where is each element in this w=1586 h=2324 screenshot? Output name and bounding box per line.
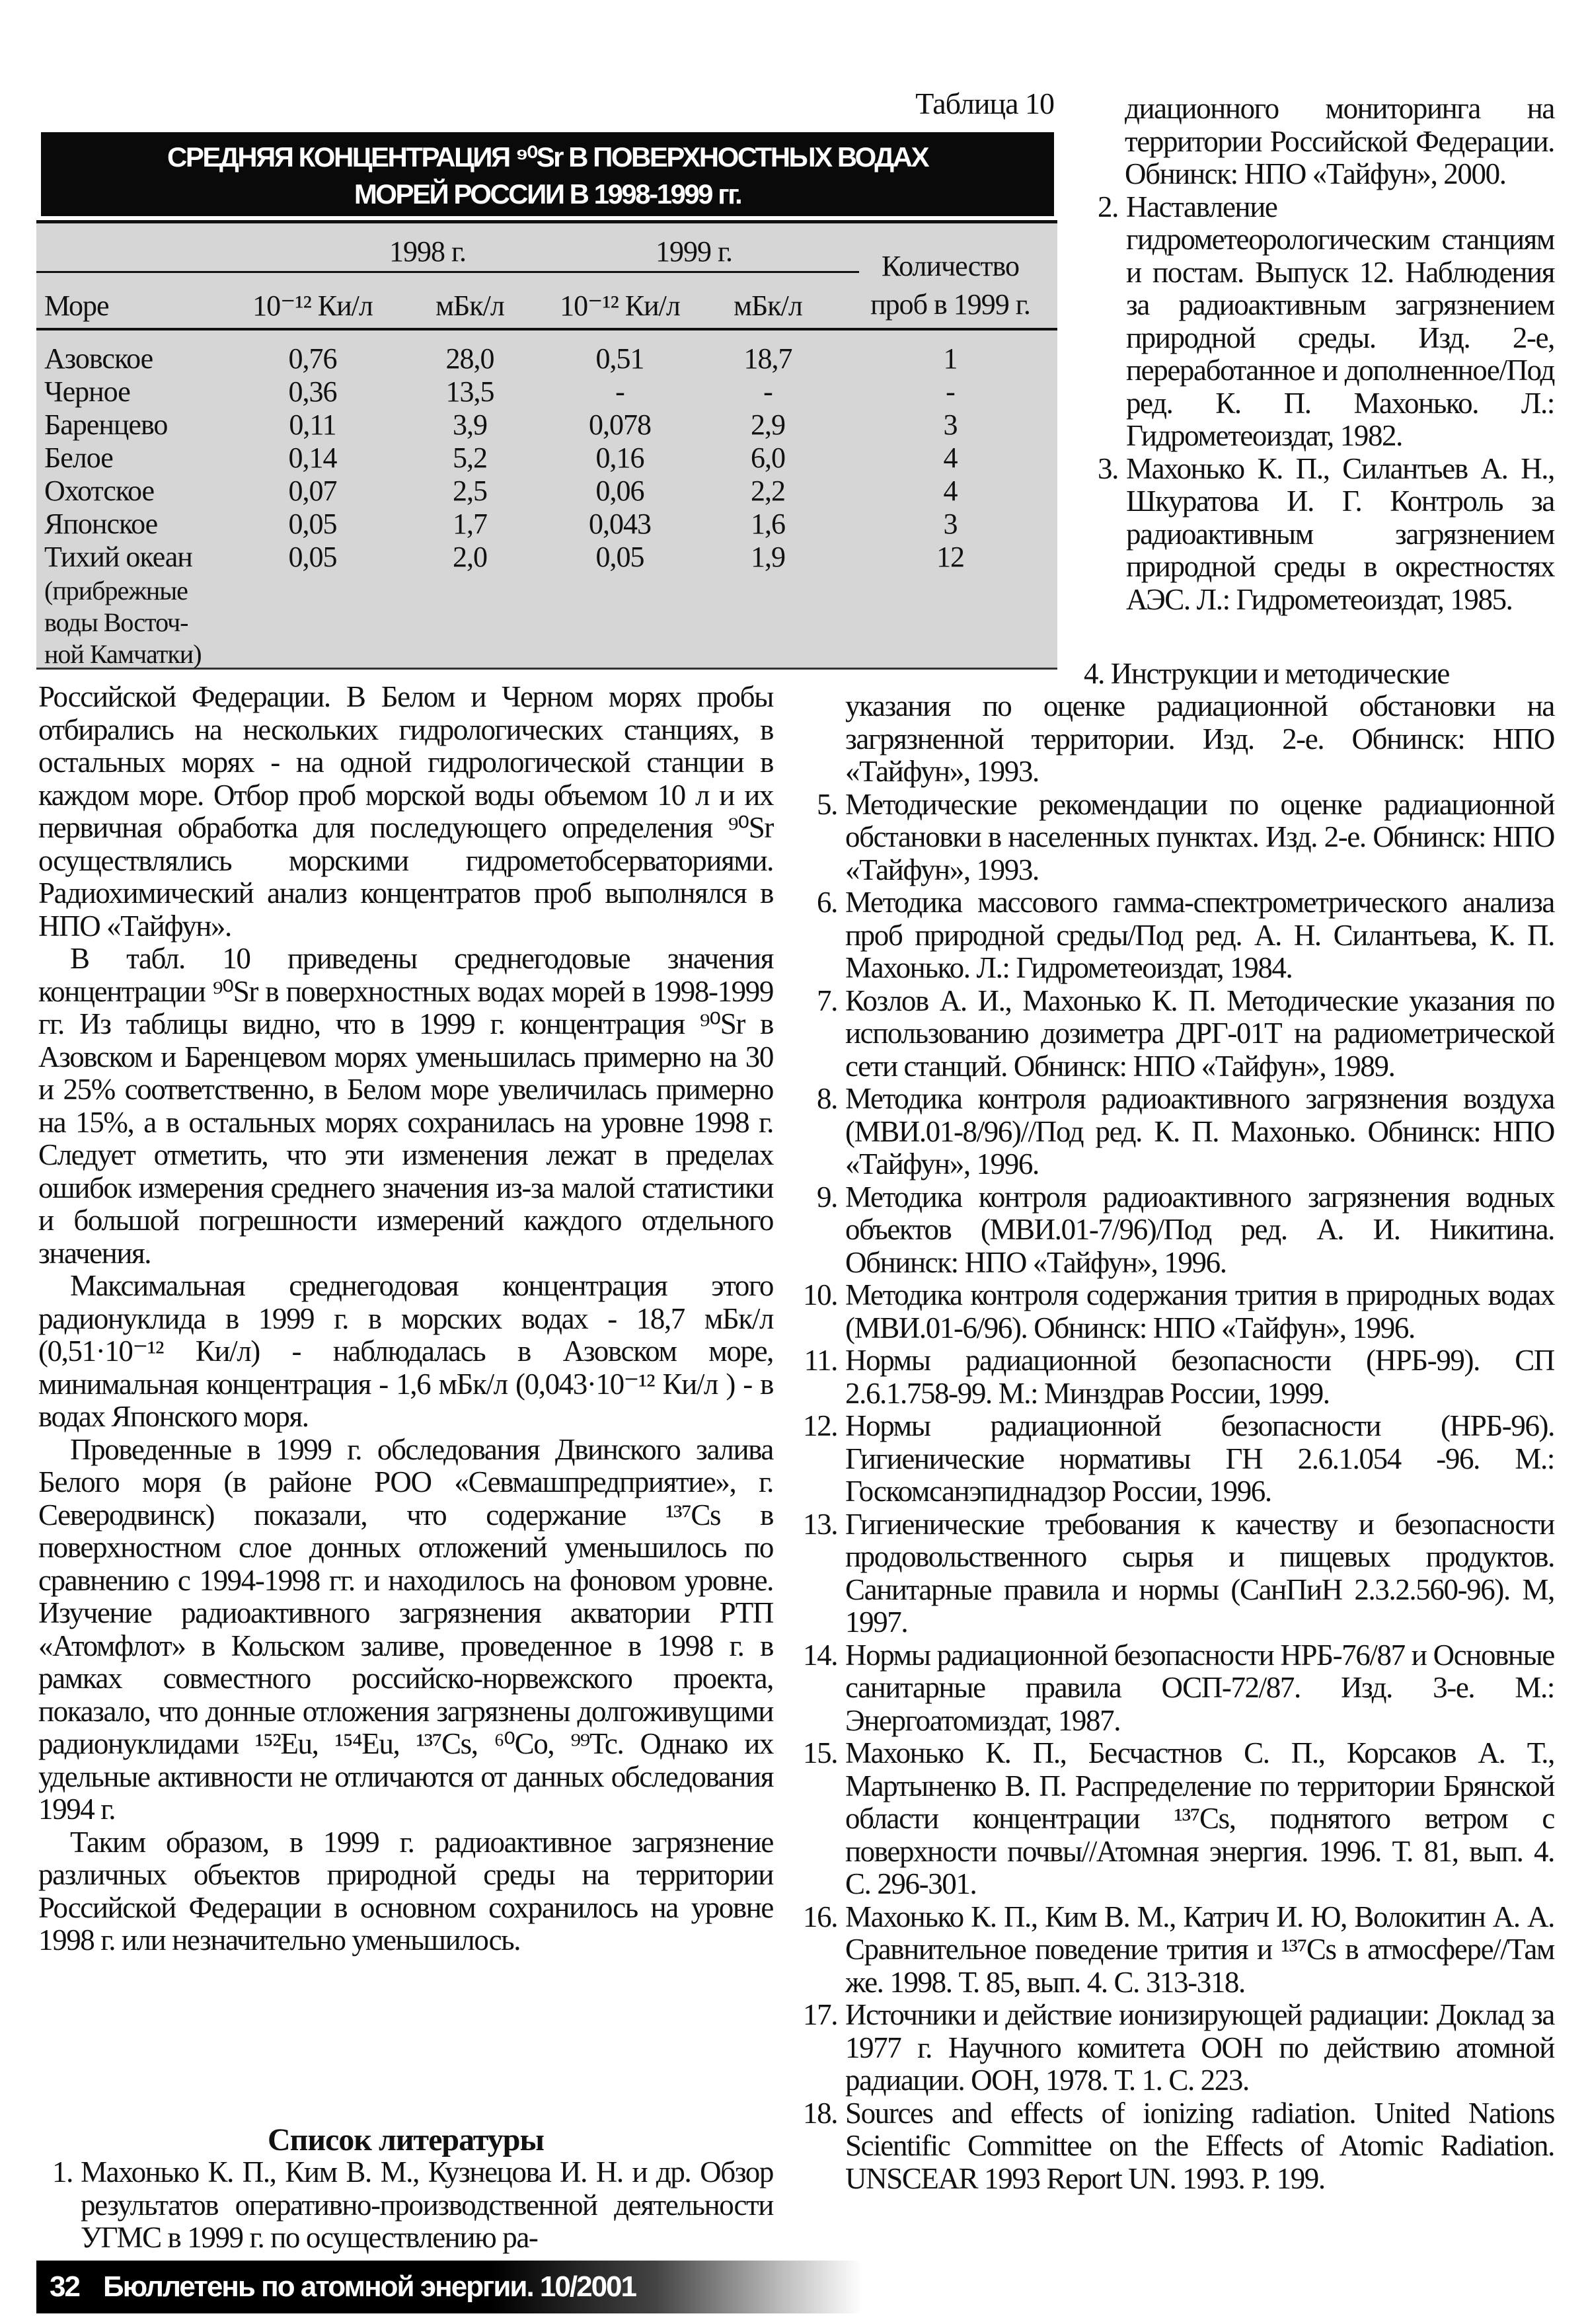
reference-number: 7.: [817, 984, 837, 1017]
table-title-line-2: МОРЕЙ РОССИИ В 1998-1999 гг.: [354, 178, 741, 210]
reference-number: 18.: [803, 2096, 838, 2130]
reference-number: 15.: [803, 1736, 838, 1769]
reference-item: [803, 1279, 1554, 1344]
table-cell-ci99: 0,06: [595, 475, 644, 507]
reference-number: 10.: [803, 1278, 838, 1311]
reference-item: [803, 1083, 1554, 1181]
reference-text: Махонько К. П., Силантьев А. Н., Шкуратова И. Г. Контроль за радиоактивным загрязнением природной среды в окрестностях АЭС. Л.: Гидрометеоиздат, 1985.: [1126, 451, 1554, 616]
reference-item: [803, 985, 1554, 1083]
body-text: [38, 681, 773, 1957]
header-bottom-rule: [36, 328, 1057, 330]
reference-4-first-line: 4. Инструкции и методические: [1084, 657, 1449, 690]
table-cell-ci99: 0,05: [595, 541, 644, 573]
reference-text: Козлов А. И., Махонько К. П. Методические указания по использованию дозиметра ДРГ-01Т на радиометрической сети станций. Обнинск: НПО «Тайфун», 1989.: [845, 984, 1554, 1083]
reference-number: 14.: [803, 1638, 838, 1672]
reference-number: 1.: [52, 2155, 73, 2188]
page-footer: [36, 2261, 862, 2313]
body-paragraph: В табл. 10 приведены среднегодовые значения концентрации ⁹⁰Sr в поверхностных водах морей в 1998-1999 гг. Из таблицы видно, что в 1999 г. концентрация ⁹⁰Sr в Азовском и Баренцевом морях уменьшилась примерно на 30 и 25% соответственно, в Белом море увеличилась примерно на 15%, а в остальных морях сохранилась на уровне 1998 г. Следует отметить, что эти изменения лежат в пределах ошибок измерения среднего значения из-за малой статистики и большой погрешности измерений каждого отдельного значения.: [38, 942, 773, 1270]
body-paragraph: Максимальная среднегодовая концентрация этого радионуклида в 1999 г. в морских водах - 18,7 мБк/л (0,51·10⁻¹² Ки/л) - наблюдалась в Азовском море, минимальная концентрация - 1,6 мБк/л (0,043·10⁻¹² Ки/л ) - в водах Японского моря.: [38, 1269, 773, 1433]
table-cell-n: -: [946, 375, 955, 408]
table-cell-n: 3: [943, 408, 958, 441]
table-cell-n: 4: [943, 442, 958, 474]
body-paragraph: Таким образом, в 1999 г. радиоактивное загрязнение различных объектов природной среды на территории Российской Федерации в основном сохранилось на уровне 1998 г. или незначительно уменьшилось.: [38, 1825, 773, 1956]
header-year-1999: 1999 г.: [655, 235, 733, 268]
table-cell-ci98: 0,07: [288, 475, 337, 507]
reference-text: Махонько К. П., Ким В. М., Кузнецова И. Н. и др. Обзор результатов оперативно-производственной деятельности УГМС в 1999 г. по осуществлению ра-: [81, 2155, 773, 2254]
reference-text: Sources and effects of ionizing radiation. United Nations Scientific Committee on the Effects of Atomic Radiation. UNSCEAR 1993 Report UN. 1993. P. 199.: [845, 2096, 1554, 2195]
pacific-note-line: (прибрежные: [44, 576, 188, 605]
reference-text: Махонько К. П., Ким В. М., Катрич И. Ю, Волокитин А. А. Сравнительное поведение трития и ¹³⁷Cs в атмосфере//Там же. 1998. Т. 85, вып. 4. С. 313-318.: [845, 1900, 1554, 1999]
reference-text: Источники и действие ионизирующей радиации: Доклад за 1977 г. Научного комитета ООН по действию атомной радиации. ООН, 1978. Т. 1. С. 223.: [845, 1998, 1554, 2097]
table-cell-mbq99: 1,9: [751, 541, 785, 573]
table-cell-ci98: 0,76: [288, 342, 337, 375]
table-cell-mbq98: 2,0: [453, 541, 487, 573]
reference-number: 16.: [803, 1900, 838, 1933]
reference-number: 6.: [817, 886, 837, 919]
reference-text: Нормы радиационной безопасности (НРБ-96). Гигиенические нормативы ГН 2.6.1.054 -96. М.: Госкомсанэпиднадзор России, 1996.: [845, 1409, 1554, 1508]
reference-number: 17.: [803, 1998, 838, 2031]
table-cell-ci98: 0,05: [288, 508, 337, 540]
reference-text: Методика массового гамма-спектрометрического анализа проб природной среды/Под ред. А. Н. Силантьева, К. П. Махонько. Л.: Гидрометеоиздат, 1984.: [845, 886, 1554, 984]
table-cell-mbq98: 5,2: [453, 442, 487, 474]
journal-title: Бюллетень по атомной энергии. 10/2001: [102, 2270, 636, 2303]
reference-item: [803, 1344, 1554, 1410]
table-cell-sea: Черное: [44, 375, 130, 408]
table-cell-ci99: 0,078: [589, 408, 651, 441]
header-sea: Море: [44, 290, 109, 322]
table-cell-ci99: 0,51: [595, 342, 644, 375]
reference-item: [803, 2097, 1554, 2196]
table-cell-sea: Японское: [44, 508, 158, 540]
table-cell-ci98: 0,11: [289, 408, 336, 441]
reference-item: [803, 1999, 1554, 2097]
reference-item: [803, 1639, 1554, 1738]
table-cell-n: 12: [936, 541, 964, 573]
table-cell-n: 4: [943, 475, 958, 507]
table-cell-mbq99: -: [763, 375, 773, 408]
table-cell-sea: Тихий океан: [44, 541, 192, 573]
reference-text: Наставление гидрометеорологическим станциям и постам. Выпуск 12. Наблюдения за радиоактивным загрязнением природной среды. Изд. 2-е, переработанное и дополненное/Под ред. К. П. Махонько. Л.: Гидрометеоиздат, 1982.: [1126, 190, 1554, 452]
table-cell-sea: Белое: [44, 442, 113, 474]
table-cell-mbq99: 1,6: [751, 508, 785, 540]
table-cell-ci98: 0,05: [288, 541, 337, 573]
reference-text: Махонько К. П., Бесчастнов С. П., Корсаков А. Т., Мартыненко В. П. Распределение по территории Брянской области концентрации ¹³⁷Cs, поднятого ветром с поверхности почвы//Атомная энергия. 1996. Т. 81, вып. 4. С. 296-301.: [845, 1736, 1554, 1900]
table-cell-ci99: 0,16: [595, 442, 644, 474]
reference-item: [1084, 191, 1554, 453]
reference-number: 11.: [804, 1344, 837, 1377]
header-ci-1999: 10⁻¹² Ки/л: [560, 290, 680, 322]
reference-text: Нормы радиационной безопасности НРБ-76/87 и Основные санитарные правила ОСП-72/87. Изд. 3-е. М.: Энергоатомиздат, 1987.: [845, 1638, 1554, 1737]
page-number: 32: [50, 2270, 79, 2303]
table-cell-n: 1: [943, 342, 958, 375]
table-cell-ci98: 0,14: [288, 442, 337, 474]
data-table: [36, 220, 1057, 670]
reference-1: [38, 2156, 773, 2255]
table-cell-mbq98: 13,5: [445, 375, 494, 408]
reference-text: Методические рекомендации по оценке радиационной обстановки в населенных пунктах. Изд. 2-е. Обнинск: НПО «Тайфун», 1993.: [845, 787, 1554, 886]
table-title: [41, 132, 1054, 216]
table-cell-sea: Азовское: [44, 342, 153, 375]
reference-4-continued: указания по оценке радиационной обстановки на загрязненной территории. Изд. 2-е. Обнинск: НПО «Тайфун», 1993.: [845, 689, 1554, 788]
reference-number: 2.: [1098, 190, 1118, 223]
table-cell-mbq98: 3,9: [453, 408, 487, 441]
reference-number: 12.: [803, 1409, 838, 1442]
table-cell-ci99: 0,043: [589, 508, 651, 540]
table-cell-sea: Охотское: [44, 475, 155, 507]
header-count-line2: проб в 1999 г.: [870, 288, 1030, 321]
reference-number: 13.: [803, 1507, 838, 1541]
header-ci-1998: 10⁻¹² Ки/л: [252, 290, 373, 322]
reference-item: [803, 1181, 1554, 1280]
pacific-note-line: ной Камчатки): [44, 639, 202, 669]
reference-text: Гигиенические требования к качеству и безопасности продовольственного сырья и пищевых продуктов. Санитарные правила и нормы (СанПиН 2.3.2.560-96). М, 1997.: [845, 1507, 1554, 1639]
reference-item: [803, 1737, 1554, 1901]
table-cell-mbq99: 6,0: [751, 442, 785, 474]
header-year-1998: 1998 г.: [389, 235, 467, 268]
body-paragraph: Российской Федерации. В Белом и Черном морях пробы отбирались на нескольких гидрологических станциях, в остальных морях - на одной гидрологической станции в каждом море. Отбор проб морской воды объемом 10 л и их первичная обработка для последующего определения ⁹⁰Sr осуществлялись морскими гидрометобсерваториями. Радиохимический анализ концентратов проб выполнялся в НПО «Тайфун».: [38, 680, 773, 943]
table-cell-mbq98: 1,7: [453, 508, 487, 540]
reference-text: Методика контроля радиоактивного загрязнения воздуха (МВИ.01-8/96)//Под ред. К. П. Махонько. Обнинск: НПО «Тайфун», 1996.: [845, 1082, 1554, 1181]
reference-number: 5.: [817, 787, 837, 821]
references-top: [1084, 93, 1554, 616]
reference-text: Методика контроля содержания трития в природных водах (МВИ.01-6/96). Обнинск: НПО «Тайфун», 1996.: [845, 1278, 1554, 1344]
header-divider: [36, 271, 859, 273]
reference-1-continued: диационного мониторинга на территории Российской Федерации. Обнинск: НПО «Тайфун», 2000.: [1125, 92, 1554, 190]
reference-text: Методика контроля радиоактивного загрязнения водных объектов (МВИ.01-7/96)/Под ред. А. И. Никитина. Обнинск: НПО «Тайфун», 1996.: [845, 1180, 1554, 1279]
header-mbq-1998: мБк/л: [435, 290, 504, 322]
references-main: [803, 658, 1554, 2195]
references-heading: Список литературы: [268, 2122, 544, 2157]
table-cell-n: 3: [943, 508, 958, 540]
table-cell-mbq98: 28,0: [445, 342, 494, 375]
table-cell-sea: Баренцево: [44, 408, 168, 441]
table-title-line-1: СРЕДНЯЯ КОНЦЕНТРАЦИЯ ⁹⁰Sr В ПОВЕРХНОСТНЫХ ВОДАХ: [167, 141, 928, 173]
reference-item: [1084, 453, 1554, 617]
reference-number: 3.: [1098, 451, 1118, 485]
table-cell-mbq99: 18,7: [743, 342, 792, 375]
reference-number: 9.: [817, 1180, 837, 1214]
table-cell-ci98: 0,36: [288, 375, 337, 408]
body-paragraph: Проведенные в 1999 г. обследования Двинского залива Белого моря (в районе РОО «Севмашпредприятие», г. Северодвинск) показали, что содержание ¹³⁷Cs в поверхностном слое донных отложений уменьшилось по сравнению с 1994-1998 гг. и находилось на фоновом уровне. Изучение радиоактивного загрязнения акватории РТП «Атомфлот» в Кольском заливе, проведенное в 1998 г. в рамках совместного российско-норвежского проекта, показало, что донные отложения загрязнены долгоживущими радионуклидами ¹⁵²Eu, ¹⁵⁴Eu, ¹³⁷Cs, ⁶⁰Co, ⁹⁹Tc. Однако их удельные активности не отличаются от данных обследования 1994 г.: [38, 1432, 773, 1826]
header-mbq-1999: мБк/л: [734, 290, 802, 322]
header-count-line1: Количество: [881, 250, 1020, 282]
reference-item: [803, 1901, 1554, 1999]
reference-item: [803, 789, 1554, 887]
reference-number: 8.: [817, 1082, 837, 1115]
table-cell-mbq99: 2,2: [751, 475, 785, 507]
table-cell-mbq98: 2,5: [453, 475, 487, 507]
reference-item: [803, 1410, 1554, 1508]
reference-item: [803, 1508, 1554, 1639]
table-label: Таблица 10: [915, 87, 1054, 120]
table-cell-mbq99: 2,9: [751, 408, 785, 441]
pacific-note-line: воды Восточ-: [44, 607, 188, 637]
reference-item: [803, 886, 1554, 985]
pacific-note: [44, 575, 202, 670]
reference-text: Нормы радиационной безопасности (НРБ-99). СП 2.6.1.758-99. М.: Минздрав России, 1999.: [845, 1344, 1554, 1410]
table-cell-ci99: -: [615, 375, 624, 408]
